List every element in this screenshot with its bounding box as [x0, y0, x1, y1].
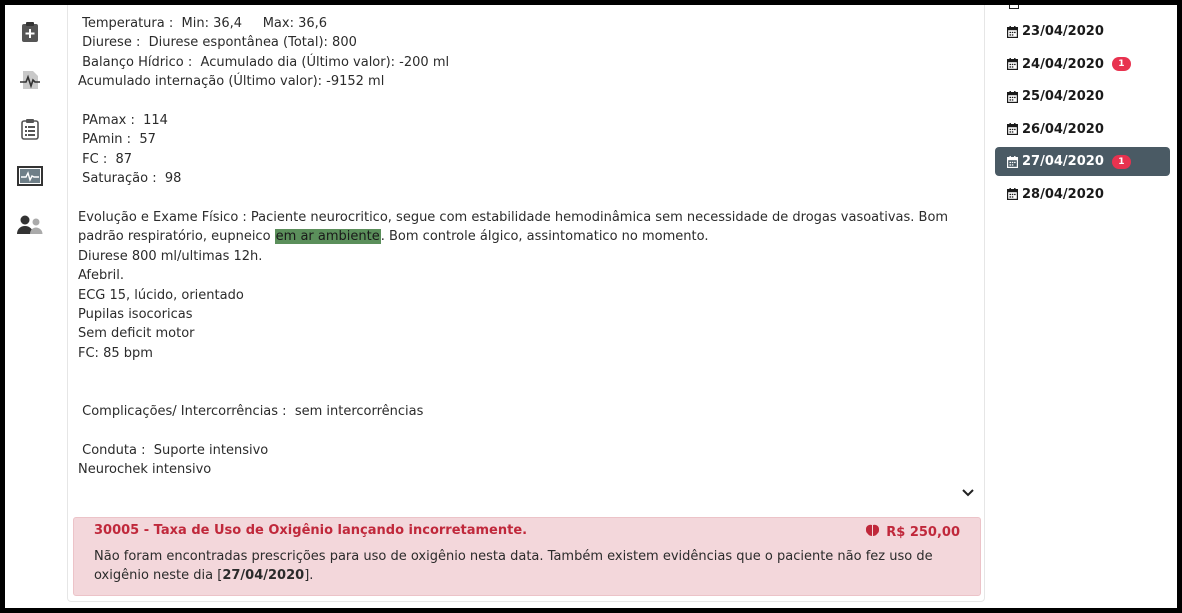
note-line — [78, 421, 968, 440]
note-line: PAmax : 114 — [78, 112, 168, 128]
note-line: Sem deficit motor — [78, 326, 195, 342]
date-label: 24/04/2020 — [1022, 56, 1104, 72]
note-line — [78, 92, 968, 111]
checklist-icon[interactable] — [15, 114, 45, 144]
users-icon[interactable] — [15, 210, 45, 240]
notification-badge: 1 — [1112, 155, 1131, 169]
date-label: 23/04/2020 — [1022, 24, 1104, 39]
calendar-icon — [1007, 156, 1022, 168]
date-item[interactable] — [995, 82, 1170, 111]
calendar-icon — [1007, 123, 1022, 135]
notification-badge: 1 — [1112, 57, 1131, 71]
note-line: FC: 85 bpm — [78, 345, 153, 361]
vital-signs-icon[interactable] — [15, 65, 45, 95]
note-line: Acumulado internação (Último valor): -9152 ml — [78, 74, 385, 90]
date-item[interactable] — [995, 115, 1170, 144]
date-item[interactable] — [995, 147, 1170, 176]
note-vitals-block — [78, 14, 968, 208]
note-line: Neurochek intensivo — [78, 462, 212, 478]
evolucao-text-end: . Bom controle álgico, assintomatico no momento. — [380, 229, 709, 245]
note-line: PAmin : 57 — [78, 132, 156, 148]
note-line: Temperatura : Min: 36,4 Max: 36,6 — [78, 16, 328, 31]
note-line: Balanço Hídrico : Acumulado dia (Último valor): -200 ml — [78, 54, 450, 70]
left-rail — [5, 5, 62, 608]
date-label: 27/04/2020 — [1022, 154, 1104, 169]
calendar-icon — [1007, 26, 1022, 38]
date-label: 28/04/2020 — [1022, 186, 1104, 202]
app-frame — [5, 5, 1177, 608]
alert-title: 30005 - Taxa de Uso de Oxigênio lançando incorretamente. — [94, 523, 528, 538]
note-line: Afebril. — [78, 268, 124, 284]
note-line: Diurese : Diurese espontânea (Total): 800 — [78, 35, 357, 51]
note-line: Saturação : 98 — [78, 171, 182, 187]
note-line — [78, 189, 968, 208]
chevron-down-icon[interactable] — [961, 485, 975, 499]
note-line: Diurese 800 ml/ultimas 12h. — [78, 248, 263, 264]
alert-message-end: ]. — [304, 568, 314, 583]
alert-price — [865, 524, 960, 541]
note-line: ECG 15, lúcido, orientado — [78, 287, 244, 303]
note-card — [67, 5, 985, 602]
calendar-icon — [1007, 58, 1022, 70]
alert-message-text: Não foram encontradas prescrições para uso de oxigênio nesta data. Também existem evidências que o paciente não fez uso de oxigênio neste dia [ — [94, 549, 933, 583]
alert-message-date: 27/04/2020 — [222, 568, 305, 583]
alert-message — [94, 547, 966, 585]
note-line: Conduta : Suporte intensivo — [78, 442, 269, 458]
evolucao-paragraph — [78, 208, 968, 247]
price-value: R$ 250,00 — [886, 525, 960, 540]
clinical-note — [78, 14, 968, 479]
calendar-icon — [1009, 5, 1019, 9]
clipboard-medical-icon[interactable] — [15, 17, 45, 47]
date-item[interactable] — [995, 180, 1170, 209]
date-item[interactable] — [995, 50, 1170, 79]
billing-alert — [73, 517, 981, 596]
note-exam-block — [78, 247, 968, 480]
date-item[interactable] — [995, 17, 1170, 46]
date-label: 26/04/2020 — [1022, 121, 1104, 137]
note-line: FC : 87 — [78, 151, 133, 167]
note-line: Pupilas isocoricas — [78, 306, 193, 322]
note-line — [78, 363, 968, 382]
brain-icon — [865, 524, 880, 541]
monitor-icon[interactable] — [15, 162, 45, 192]
date-label: 25/04/2020 — [1022, 89, 1104, 104]
highlighted-text: em ar ambiente — [275, 229, 380, 245]
calendar-icon — [1007, 188, 1022, 200]
calendar-icon — [1007, 91, 1022, 103]
note-line — [78, 382, 968, 401]
date-list — [995, 5, 1177, 608]
evolucao-text: Evolução e Exame Físico : Paciente neurocritico, segue com estabilidade hemodinâmica sem necessidade de drogas vasoativas. Bom padrão respiratório, eupneico — [78, 209, 949, 245]
note-line: Complicações/ Intercorrências : sem intercorrências — [78, 403, 424, 419]
